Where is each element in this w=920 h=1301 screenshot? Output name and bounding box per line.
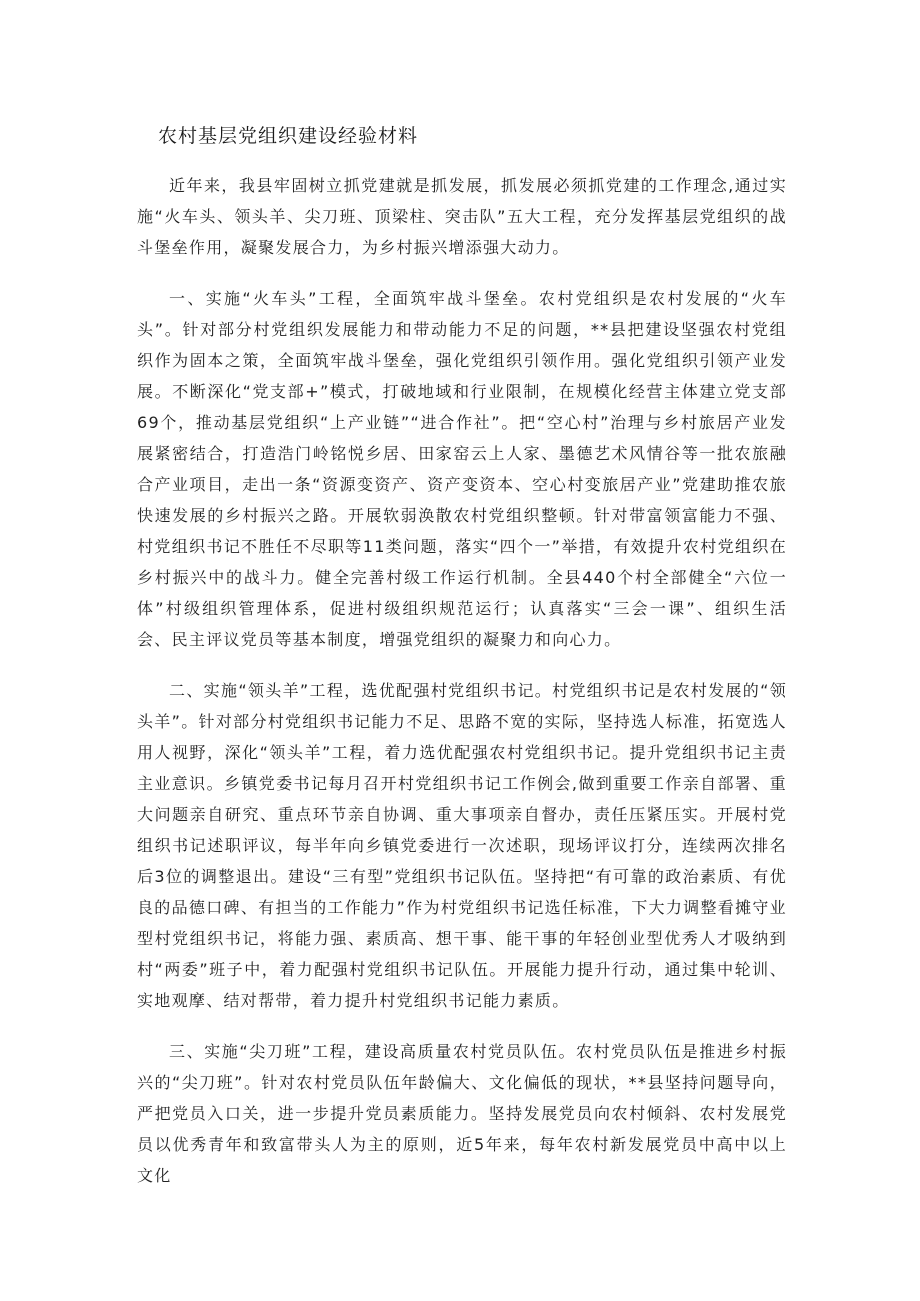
paragraph-intro: 近年来，我县牢固树立抓党建就是抓发展，抓发展必须抓党建的工作理念,通过实施“火车头、领头羊、尖刀班、顶梁柱、突击队”五大工程，充分发挥基层党组织的战斗堡垒作用，凝聚发展合力，为乡村振兴增添强大动力。 bbox=[137, 176, 787, 257]
paragraph-section-2: 二、实施“领头羊”工程，选优配强村党组织书记。村党组织书记是农村发展的“领头羊”。针对部分村党组织书记能力不足、思路不宽的实际，坚持选人标准，拓宽选人用人视野，深化“领头羊”工程，着力选优配强农村党组织书记。提升党组织书记主责主业意识。乡镇党委书记每月召开村党组织书记工作例会,做到重要工作亲自部署、重大问题亲自研究、重点环节亲自协调、重大事项亲自督办，责任压紧压实。开展村党组织书记述职评议，每半年向乡镇党委进行一次述职，现场评议打分，连续两次排名后3位的调整退出。建设“三有型”党组织书记队伍。坚持把“有可靠的政治素质、有优良的品德口碑、有担当的工作能力”作为村党组织书记选任标准，下大力调整看摊守业型村党组织书记，将能力强、素质高、想干事、能干事的年轻创业型优秀人才吸纳到村“两委”班子中，着力配强村党组织书记队伍。开展能力提升行动，通过集中轮训、实地观摩、结对帮带，着力提升村党组织书记能力素质。 bbox=[137, 681, 787, 1010]
paragraph-section-3: 三、实施“尖刀班”工程，建设高质量农村党员队伍。农村党员队伍是推进乡村振兴的“尖刀班”。针对农村党员队伍年龄偏大、文化偏低的现状，**县坚持问题导向，严把党员入口关，进一步提升党员素质能力。坚持发展党员向农村倾斜、农村发展党员以优秀青年和致富带头人为主的原则，近5年来，每年农村新发展党员中高中以上文化 bbox=[137, 1042, 787, 1185]
document-body bbox=[137, 170, 787, 1211]
paragraph-section-1: 一、实施“火车头”工程，全面筑牢战斗堡垒。农村党组织是农村发展的“火车头”。针对部分村党组织发展能力和带动能力不足的问题，**县把建设坚强农村党组织作为固本之策，全面筑牢战斗堡垒，强化党组织引领作用。强化党组织引领产业发展。不断深化“党支部+”模式，打破地域和行业限制，在规模化经营主体建立党支部69个，推动基层党组织“上产业链”“进合作社”。把“空心村”治理与乡村旅居产业发展紧密结合，打造浩门岭铭悦乡居、田家窑云上人家、墨德艺术风情谷等一批农旅融合产业项目，走出一条“资源变资产、资产变资本、空心村变旅居产业”党建助推农旅快速发展的乡村振兴之路。开展软弱涣散农村党组织整顿。针对带富领富能力不强、村党组织书记不胜任不尽职等11类问题，落实“四个一”举措，有效提升农村党组织在乡村振兴中的战斗力。健全完善村级工作运行机制。全县440个村全部健全“六位一体”村级组织管理体系，促进村级组织规范运行；认真落实“三会一课”、组织生活会、民主评议党员等基本制度，增强党组织的凝聚力和向心力。 bbox=[137, 289, 787, 649]
document-title: 农村基层党组织建设经验材料 bbox=[158, 125, 419, 147]
